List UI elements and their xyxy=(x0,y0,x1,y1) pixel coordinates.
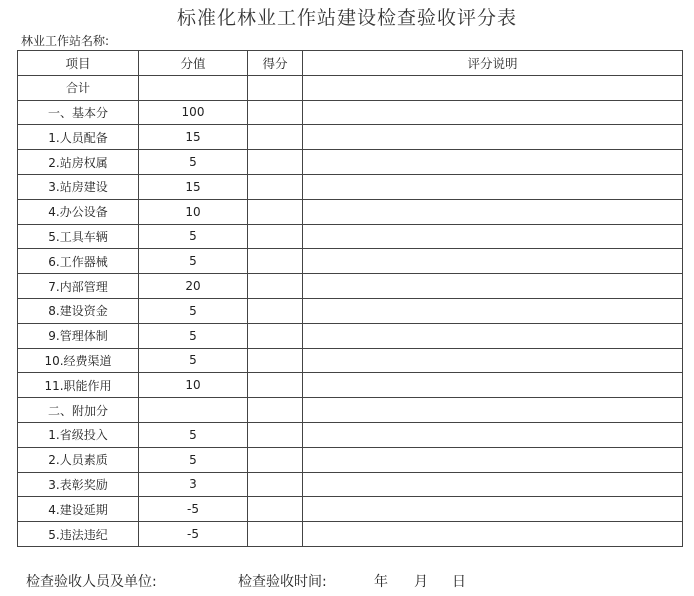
item-cell: 9.管理体制 xyxy=(18,323,139,348)
value-cell: 15 xyxy=(139,125,248,150)
item-cell: 6.工作器械 xyxy=(18,249,139,274)
score-cell[interactable] xyxy=(248,323,303,348)
item-cell: 10.经费渠道 xyxy=(18,348,139,373)
value-cell: 5 xyxy=(139,249,248,274)
score-cell[interactable] xyxy=(248,348,303,373)
value-cell xyxy=(139,398,248,423)
item-cell: 8.建设资金 xyxy=(18,298,139,323)
note-cell[interactable] xyxy=(303,447,683,472)
header-score: 得分 xyxy=(248,51,303,76)
note-cell[interactable] xyxy=(303,249,683,274)
note-cell[interactable] xyxy=(303,199,683,224)
value-cell: 5 xyxy=(139,298,248,323)
score-cell[interactable] xyxy=(248,199,303,224)
table-row xyxy=(18,472,683,497)
table-row xyxy=(18,274,683,299)
score-cell[interactable] xyxy=(248,100,303,125)
value-cell: 100 xyxy=(139,100,248,125)
table-row xyxy=(18,100,683,125)
inspection-time-label: 检查验收时间: xyxy=(238,574,327,590)
score-cell[interactable] xyxy=(248,298,303,323)
score-cell[interactable] xyxy=(248,249,303,274)
header-note: 评分说明 xyxy=(303,51,683,76)
table-row xyxy=(18,75,683,100)
note-cell[interactable] xyxy=(303,398,683,423)
value-cell: 15 xyxy=(139,174,248,199)
table-row xyxy=(18,298,683,323)
note-cell[interactable] xyxy=(303,298,683,323)
table-row xyxy=(18,174,683,199)
table-row xyxy=(18,199,683,224)
table-row xyxy=(18,323,683,348)
note-cell[interactable] xyxy=(303,497,683,522)
note-cell[interactable] xyxy=(303,100,683,125)
table-row xyxy=(18,373,683,398)
item-cell: 2.人员素质 xyxy=(18,447,139,472)
item-cell: 3.站房建设 xyxy=(18,174,139,199)
table-body xyxy=(18,75,683,546)
inspector-label: 检查验收人员及单位: xyxy=(26,574,157,590)
table-row xyxy=(18,497,683,522)
value-cell: 5 xyxy=(139,447,248,472)
note-cell[interactable] xyxy=(303,150,683,175)
item-cell: 合计 xyxy=(18,75,139,100)
table-row xyxy=(18,224,683,249)
table-row xyxy=(18,398,683,423)
station-name-label: 林业工作站名称: xyxy=(21,34,110,48)
header-item: 项目 xyxy=(18,51,139,76)
table-row xyxy=(18,522,683,547)
score-cell[interactable] xyxy=(248,150,303,175)
value-cell: -5 xyxy=(139,497,248,522)
item-cell: 1.人员配备 xyxy=(18,125,139,150)
item-cell: 2.站房权属 xyxy=(18,150,139,175)
table-header-row xyxy=(18,51,683,76)
item-cell: 二、附加分 xyxy=(18,398,139,423)
note-cell[interactable] xyxy=(303,348,683,373)
score-cell[interactable] xyxy=(248,422,303,447)
value-cell: 5 xyxy=(139,323,248,348)
value-cell: -5 xyxy=(139,522,248,547)
score-cell[interactable] xyxy=(248,125,303,150)
note-cell[interactable] xyxy=(303,224,683,249)
table-row xyxy=(18,447,683,472)
value-cell: 10 xyxy=(139,373,248,398)
value-cell: 5 xyxy=(139,422,248,447)
item-cell: 5.工具车辆 xyxy=(18,224,139,249)
table-row xyxy=(18,125,683,150)
note-cell[interactable] xyxy=(303,174,683,199)
value-cell: 3 xyxy=(139,472,248,497)
item-cell: 4.办公设备 xyxy=(18,199,139,224)
note-cell[interactable] xyxy=(303,323,683,348)
score-cell[interactable] xyxy=(248,174,303,199)
item-cell: 4.建设延期 xyxy=(18,497,139,522)
note-cell[interactable] xyxy=(303,125,683,150)
score-cell[interactable] xyxy=(248,447,303,472)
score-cell[interactable] xyxy=(248,522,303,547)
value-cell: 20 xyxy=(139,274,248,299)
note-cell[interactable] xyxy=(303,75,683,100)
value-cell xyxy=(139,75,248,100)
value-cell: 10 xyxy=(139,199,248,224)
item-cell: 3.表彰奖励 xyxy=(18,472,139,497)
item-cell: 1.省级投入 xyxy=(18,422,139,447)
day-label: 日 xyxy=(452,574,466,590)
score-cell[interactable] xyxy=(248,224,303,249)
item-cell: 7.内部管理 xyxy=(18,274,139,299)
month-label: 月 xyxy=(414,574,428,590)
value-cell: 5 xyxy=(139,150,248,175)
header-value: 分值 xyxy=(139,51,248,76)
value-cell: 5 xyxy=(139,224,248,249)
table-row xyxy=(18,249,683,274)
note-cell[interactable] xyxy=(303,373,683,398)
score-cell[interactable] xyxy=(248,472,303,497)
item-cell: 一、基本分 xyxy=(18,100,139,125)
year-label: 年 xyxy=(374,574,388,590)
value-cell: 5 xyxy=(139,348,248,373)
score-cell[interactable] xyxy=(248,398,303,423)
score-table xyxy=(17,50,683,547)
note-cell[interactable] xyxy=(303,472,683,497)
note-cell[interactable] xyxy=(303,422,683,447)
item-cell: 5.违法违纪 xyxy=(18,522,139,547)
note-cell[interactable] xyxy=(303,274,683,299)
table-row xyxy=(18,150,683,175)
score-cell[interactable] xyxy=(248,373,303,398)
score-cell[interactable] xyxy=(248,274,303,299)
score-cell[interactable] xyxy=(248,497,303,522)
table-row xyxy=(18,422,683,447)
table-row xyxy=(18,348,683,373)
item-cell: 11.职能作用 xyxy=(18,373,139,398)
page-title: 标准化林业工作站建设检查验收评分表 xyxy=(176,7,517,29)
score-cell[interactable] xyxy=(248,75,303,100)
note-cell[interactable] xyxy=(303,522,683,547)
